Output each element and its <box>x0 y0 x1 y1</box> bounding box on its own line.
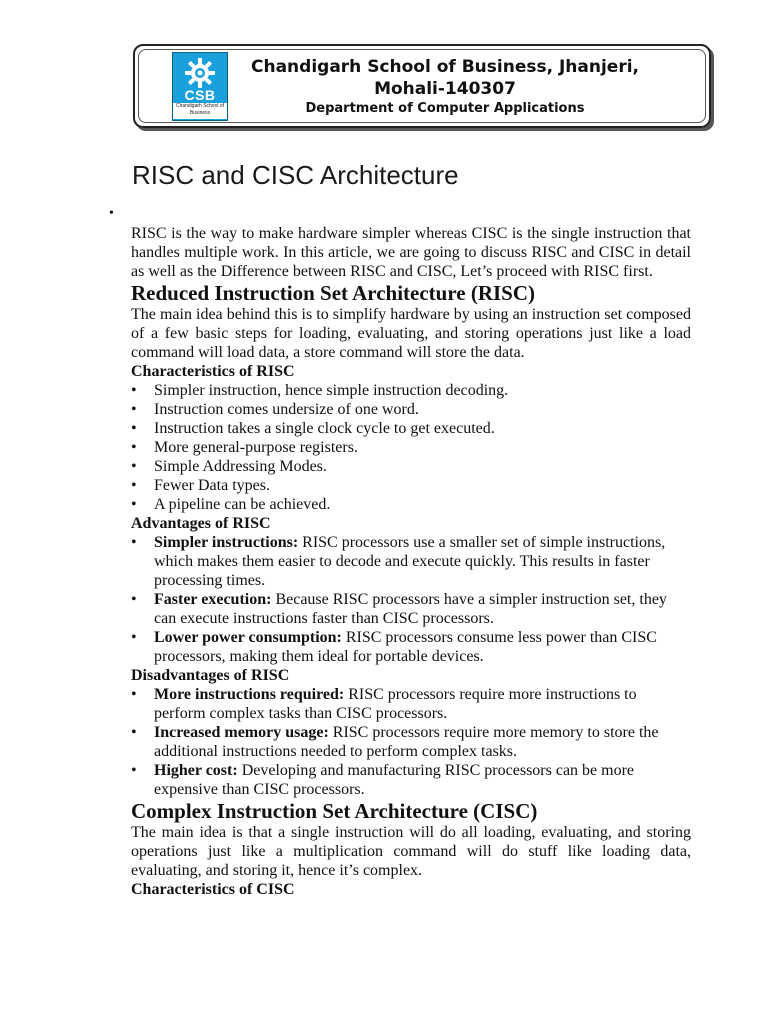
header-box <box>133 44 711 128</box>
list-item <box>131 628 691 666</box>
list-item: • Simple Addressing Modes. <box>131 457 691 476</box>
department-name: Department of Computer Applications <box>305 101 585 116</box>
list-item: • A pipeline can be achieved. <box>131 495 691 514</box>
list-item: • Instruction takes a single clock cycle to get executed. <box>131 419 691 438</box>
cisc-heading: Complex Instruction Set Architecture (CISC) <box>131 799 538 823</box>
bullet-marker: • <box>109 206 114 221</box>
document-body <box>131 224 691 899</box>
school-name-line2: Mohali-140307 <box>374 79 516 99</box>
page-title: RISC and CISC Architecture <box>132 160 459 190</box>
item-text: RISC processors require more instructions to perform complex tasks than CISC processors. <box>154 686 637 722</box>
intro-paragraph: RISC is the way to make hardware simpler whereas CISC is the single instruction that handles multiple work. In this article, we are going to discuss RISC and CISC in detail as well as the Difference between RISC and CISC, Let’s proceed with RISC first. <box>131 225 691 280</box>
school-name <box>245 56 645 100</box>
list-item <box>131 761 691 799</box>
list-item <box>131 533 691 590</box>
list-item: • Fewer Data types. <box>131 476 691 495</box>
list-item <box>131 685 691 723</box>
risc-advantages-heading: Advantages of RISC <box>131 515 271 532</box>
school-name-line1: Chandigarh School of Business, Jhanjeri, <box>251 57 639 77</box>
logo-subtitle: Chandigarh School of Business <box>173 103 227 119</box>
cisc-description: The main idea is that a single instruction will do all loading, evaluating, and storing operations just like a multiplication command will do stuff like loading data, evaluating, and storing it, hence it’s complex. <box>131 824 691 879</box>
risc-characteristics-heading: Characteristics of RISC <box>131 363 295 380</box>
item-text: Because RISC processors have a simpler instruction set, they can execute instructions faster than CISC processors. <box>154 591 667 627</box>
risc-advantages-list <box>131 533 691 666</box>
item-text: Developing and manufacturing RISC processors can be more expensive than CISC processors. <box>154 762 635 798</box>
risc-heading: Reduced Instruction Set Architecture (RISC) <box>131 281 536 305</box>
item-term: Faster execution: <box>154 591 272 608</box>
list-item: • Simpler instruction, hence simple instruction decoding. <box>131 381 691 400</box>
item-text: RISC processors consume less power than CISC processors, making them ideal for portable devices. <box>154 629 657 665</box>
risc-disadvantages-list <box>131 685 691 799</box>
risc-description: The main idea behind this is to simplify hardware by using an instruction set composed of a few basic steps for loading, evaluating, and storing operations just like a load command will load data, a store command will store the data. <box>131 306 691 361</box>
cisc-characteristics-heading: Characteristics of CISC <box>131 881 295 898</box>
csb-logo <box>172 52 228 121</box>
list-item <box>131 590 691 628</box>
gear-icon <box>184 57 216 89</box>
item-term: Increased memory usage: <box>154 724 329 741</box>
item-term: Higher cost: <box>154 762 238 779</box>
list-item: • More general-purpose registers. <box>131 438 691 457</box>
logo-text: CSB <box>184 87 216 103</box>
item-term: More instructions required: <box>154 686 345 703</box>
risc-characteristics-list <box>131 381 691 514</box>
risc-disadvantages-heading: Disadvantages of RISC <box>131 667 290 684</box>
item-term: Lower power consumption: <box>154 629 342 646</box>
list-item: • Instruction comes undersize of one word. <box>131 400 691 419</box>
item-term: Simpler instructions: <box>154 534 299 551</box>
item-text: RISC processors use a smaller set of simple instructions, which makes them easier to decode and execute quickly. This results in faster processing times. <box>154 534 666 589</box>
item-text: RISC processors require more memory to store the additional instructions needed to perform complex tasks. <box>154 724 659 760</box>
list-item <box>131 723 691 761</box>
